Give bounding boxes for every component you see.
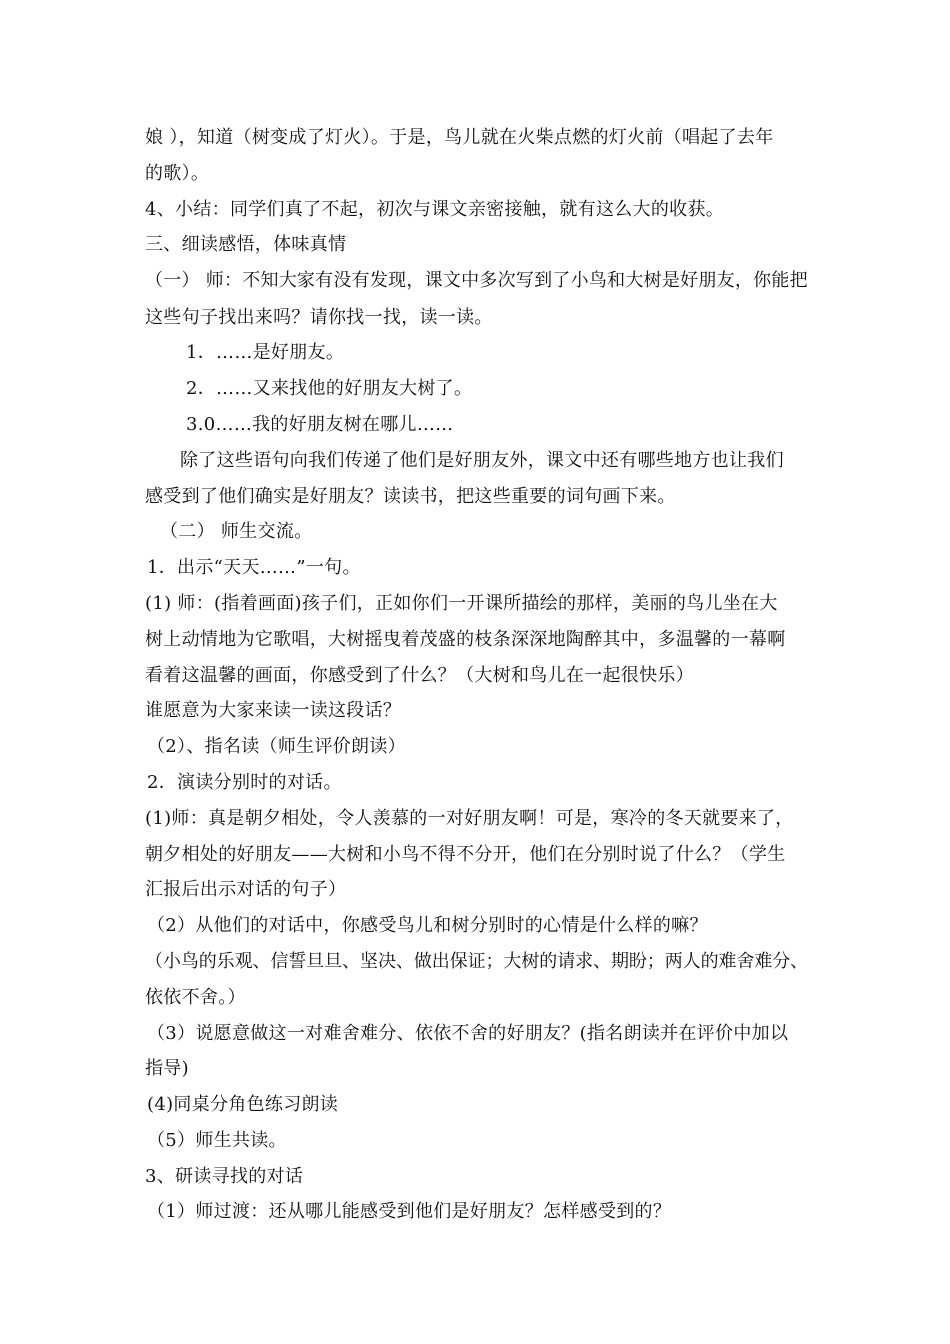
text-line: 看着这温馨的画面，你感受到了什么？（大树和鸟儿在一起很快乐） <box>145 665 694 686</box>
text-line: 4、小结：同学们真了不起，初次与课文亲密接触，就有这么大的收获。 <box>145 199 725 220</box>
text-line: 感受到了他们确实是好朋友？读读书，把这些重要的词句画下来。 <box>145 486 676 507</box>
text-line: （3）说愿意做这一对难舍难分、依依不舍的好朋友？(指名朗读并在评价中加以 <box>147 1023 789 1044</box>
text-line: （小鸟的乐观、信誓旦旦、坚决、做出保证；大树的请求、期盼；两人的难舍难分、 <box>145 951 809 972</box>
list-item: 1．……是好朋友。 <box>186 342 345 363</box>
text-line: （5）师生共读。 <box>147 1130 287 1151</box>
text-line: （一） 师：不知大家有没有发现，课文中多次写到了小鸟和大树是好朋友，你能把 <box>145 270 808 291</box>
text-line: 2．演读分别时的对话。 <box>147 772 342 793</box>
text-line: 除了这些语句向我们传递了他们是好朋友外，课文中还有哪些地方也让我们 <box>180 450 784 471</box>
subsection-heading: （二） 师生交流。 <box>160 521 313 542</box>
text-line: 树上动情地为它歌唱，大树摇曳着茂盛的枝条深深地陶醉其中，多温馨的一幕啊 <box>145 629 786 650</box>
text-line: 1．出示“天天……”一句。 <box>147 557 361 578</box>
text-line: (4)同桌分角色练习朗读 <box>147 1094 339 1115</box>
text-line: 的歌）。 <box>145 163 210 184</box>
text-line: 指导) <box>145 1058 189 1079</box>
text-line: 谁愿意为大家来读一读这段话？ <box>145 700 402 721</box>
text-line: 这些句子找出来吗？请你找一找，读一读。 <box>145 307 493 328</box>
text-line: （2）从他们的对话中，你感受鸟儿和树分别时的心情是什么样的嘛？ <box>147 915 708 936</box>
text-line: 朝夕相处的好朋友——大树和小鸟不得不分开，他们在分别时说了什么？（学生 <box>145 844 786 865</box>
section-heading: 3、研读寻找的对话 <box>145 1166 304 1187</box>
text-line: (1) 师：(指着画面)孩子们，正如你们一开课所描绘的那样，美丽的鸟儿坐在大 <box>145 593 778 614</box>
list-item: 2．……又来找他的好朋友大树了。 <box>186 378 473 399</box>
text-line: 汇报后出示对话的句子） <box>145 879 347 900</box>
text-line: 依依不舍。） <box>145 987 246 1008</box>
text-line: （2）、指名读（师生评价朗读） <box>147 736 406 757</box>
section-heading: 三、细读感悟，体味真情 <box>145 234 347 255</box>
list-item: 3.0……我的好朋友树在哪儿…… <box>186 414 454 435</box>
text-line: （1）师过渡：还从哪儿能感受到他们是好朋友？怎样感受到的？ <box>147 1201 672 1222</box>
text-line: 娘 ），知道（树变成了灯火）。于是，鸟儿就在火柴点燃的灯火前（唱起了去年 <box>145 127 774 148</box>
text-line: (1)师：真是朝夕相处，令人羡慕的一对好朋友啊！可是，寒冷的冬天就要来了， <box>145 808 794 829</box>
